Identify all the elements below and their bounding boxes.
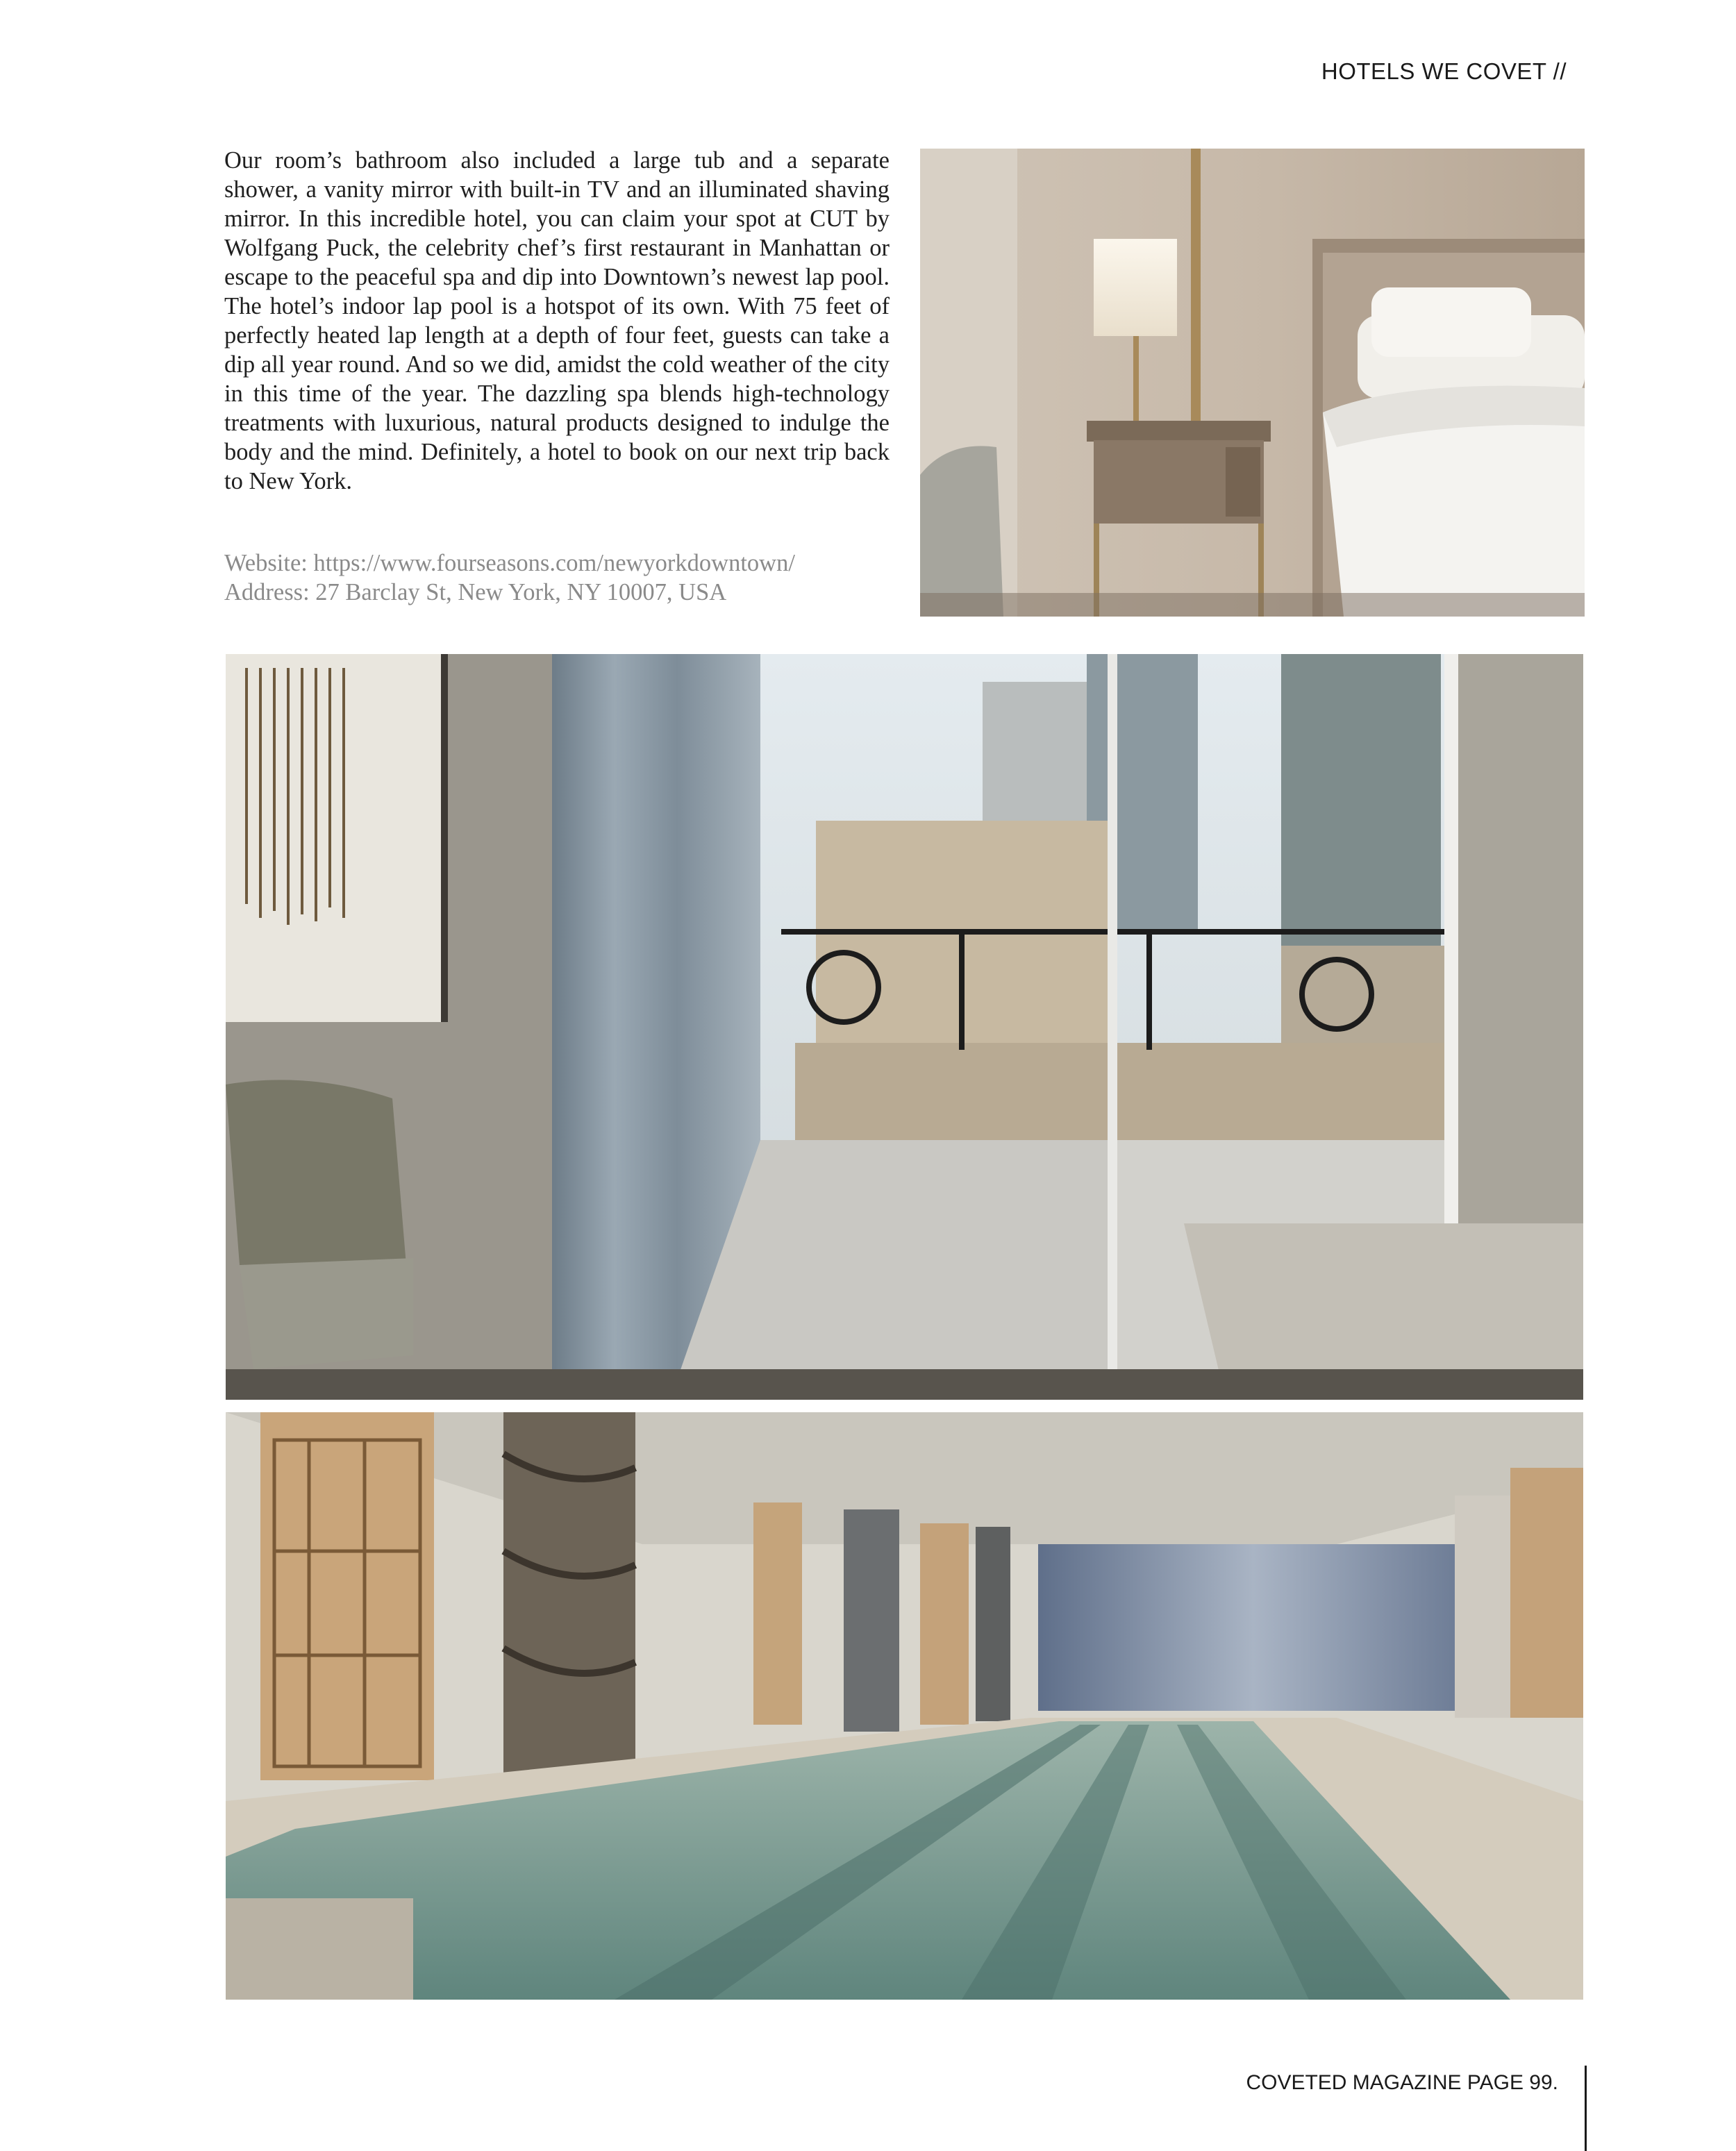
page-footer: COVETED MAGAZINE PAGE 99.: [1246, 2071, 1558, 2094]
section-marker: //: [1553, 58, 1567, 84]
address-line: Address: 27 Barclay St, New York, NY 10007, USA: [224, 579, 727, 605]
terrace-photo: [226, 654, 1583, 1400]
website-line[interactable]: Website: https://www.fourseasons.com/newyorkdowntown/: [224, 550, 795, 576]
pool-photo: [226, 1412, 1583, 2000]
article-body: Our room’s bathroom also included a large tub and a separate shower, a vanity mirror with built-in TV and an illuminated shaving mirror. In this incredible hotel, you can claim your spot at CUT by Wolfgang Puck, the celebrity chef’s first restaurant in Manhattan or escape to the peaceful spa and dip into Downtown’s newest lap pool. The hotel’s indoor lap pool is a hotspot of its own. With 75 feet of perfectly heated lap length at a depth of four feet, guests can take a dip all year round. And so we did, amidst the cold weather of the city in this time of the year. The dazzling spa blends high-technology treatments with luxurious, natural products designed to indulge the body and the mind. Definitely, a hotel to book on our next trip back to New York.: [224, 147, 890, 494]
section-header: [1321, 58, 1567, 85]
footer-divider: [1585, 2066, 1587, 2151]
bedroom-photo: [920, 149, 1585, 617]
section-label: HOTELS WE COVET: [1321, 58, 1546, 84]
hotel-info: [224, 549, 891, 607]
